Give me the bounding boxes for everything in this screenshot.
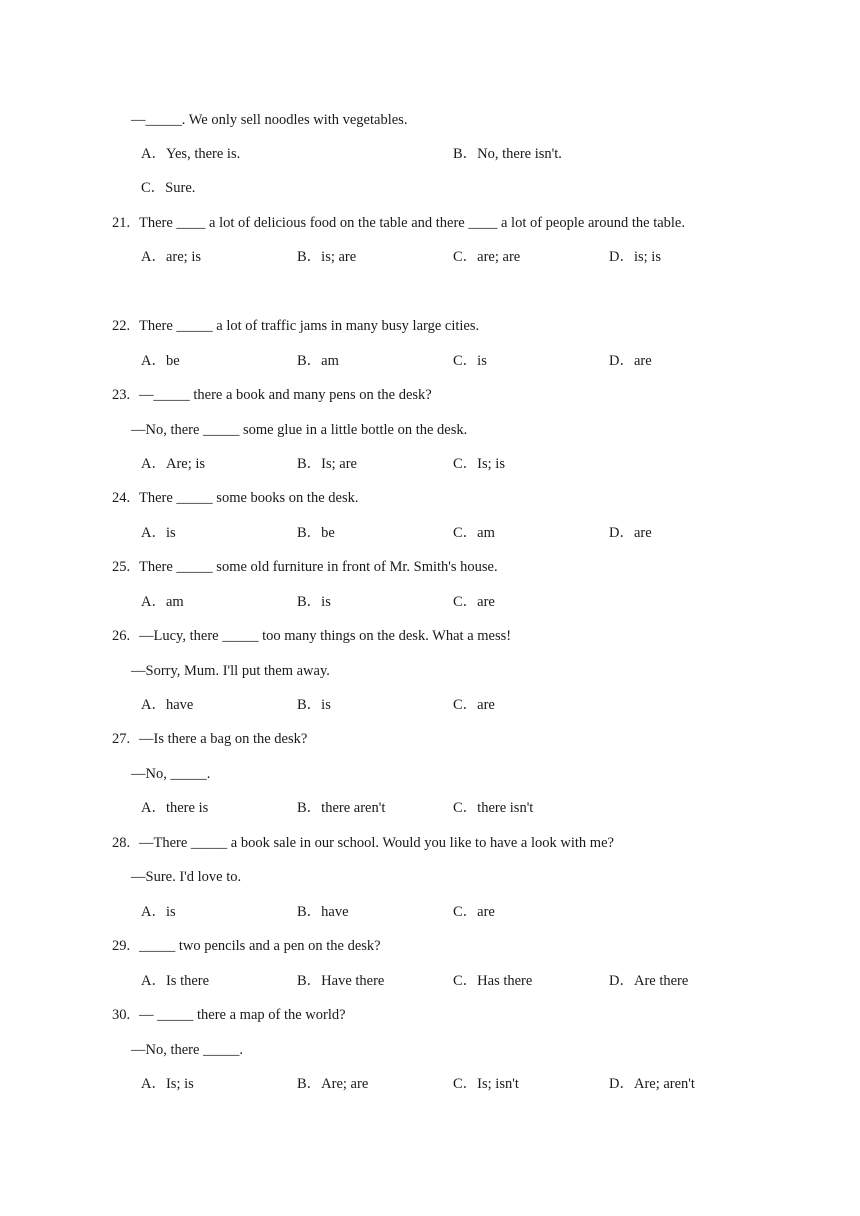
q24-text: There _____ some books on the desk. xyxy=(139,490,359,506)
q25-option-b: B．is xyxy=(297,594,331,610)
q29-option-b: B．Have there xyxy=(297,973,385,989)
q30-option-c: C．Is; isn't xyxy=(453,1076,519,1092)
q28-number: 28. xyxy=(112,835,131,851)
q24-number: 24. xyxy=(112,490,131,506)
q23-number: 23. xyxy=(112,387,131,403)
q30-option-d: D．Are; aren't xyxy=(609,1076,695,1092)
q24-option-b: B．be xyxy=(297,525,335,541)
q27-stem xyxy=(112,729,307,749)
q26-text: —Lucy, there _____ too many things on the desk. What a mess! xyxy=(139,628,512,644)
q26-number: 26. xyxy=(112,628,131,644)
q21-text: There ____ a lot of delicious food on the table and there ____ a lot of people around the table. xyxy=(139,215,685,231)
q25-stem xyxy=(112,557,498,577)
q21-stem xyxy=(112,213,685,233)
q27-dialogue-line: —No, _____. xyxy=(131,766,211,782)
q20-option-c: C．Sure. xyxy=(141,180,196,196)
q22-stem xyxy=(112,316,479,336)
q25-option-a: A．am xyxy=(141,594,184,610)
q29-number: 29. xyxy=(112,938,131,954)
q21-option-a: A．are; is xyxy=(141,249,201,265)
q30-option-a: A．Is; is xyxy=(141,1076,194,1092)
q28-stem xyxy=(112,833,614,853)
q29-stem xyxy=(112,936,381,956)
q30-dialogue-line: —No, there _____. xyxy=(131,1042,243,1058)
q30-number: 30. xyxy=(112,1007,131,1023)
q24-option-a: A．is xyxy=(141,525,176,541)
q23-text: —_____ there a book and many pens on the desk? xyxy=(139,387,432,403)
q20-option-a: A．Yes, there is. xyxy=(141,146,241,162)
q20-dialogue-line: —_____. We only sell noodles with vegetables. xyxy=(131,112,408,128)
q29-text: _____ two pencils and a pen on the desk? xyxy=(139,938,381,954)
q21-option-c: C．are; are xyxy=(453,249,521,265)
q20-option-b: B．No, there isn't. xyxy=(453,146,562,162)
q22-number: 22. xyxy=(112,318,131,334)
q22-option-d: D．are xyxy=(609,353,652,369)
q23-option-b: B．Is; are xyxy=(297,456,357,472)
q21-option-b: B．is; are xyxy=(297,249,357,265)
q28-option-c: C．are xyxy=(453,904,495,920)
q26-option-b: B．is xyxy=(297,697,331,713)
q26-dialogue-line: —Sorry, Mum. I'll put them away. xyxy=(131,663,330,679)
q24-option-c: C．am xyxy=(453,525,495,541)
q24-stem xyxy=(112,488,358,508)
q27-text: —Is there a bag on the desk? xyxy=(139,731,308,747)
q29-option-c: C．Has there xyxy=(453,973,533,989)
q25-text: There _____ some old furniture in front of Mr. Smith's house. xyxy=(139,559,498,575)
q27-option-a: A．there is xyxy=(141,800,209,816)
q27-option-b: B．there aren't xyxy=(297,800,386,816)
q22-text: There _____ a lot of traffic jams in many busy large cities. xyxy=(139,318,480,334)
q23-stem xyxy=(112,385,432,405)
q21-number: 21. xyxy=(112,215,131,231)
q21-option-d: D．is; is xyxy=(609,249,661,265)
q26-option-a: A．have xyxy=(141,697,194,713)
q29-option-d: D．Are there xyxy=(609,973,689,989)
q25-option-c: C．are xyxy=(453,594,495,610)
q26-stem xyxy=(112,626,511,646)
q28-dialogue-line: —Sure. I'd love to. xyxy=(131,869,242,885)
q27-number: 27. xyxy=(112,731,131,747)
q26-option-c: C．are xyxy=(453,697,495,713)
q30-option-b: B．Are; are xyxy=(297,1076,369,1092)
q25-number: 25. xyxy=(112,559,131,575)
q22-option-b: B．am xyxy=(297,353,339,369)
q28-option-a: A．is xyxy=(141,904,176,920)
q22-option-a: A．be xyxy=(141,353,180,369)
q30-text: — _____ there a map of the world? xyxy=(139,1007,346,1023)
q23-option-a: A．Are; is xyxy=(141,456,206,472)
q30-stem xyxy=(112,1005,346,1025)
q29-option-a: A．Is there xyxy=(141,973,210,989)
q27-option-c: C．there isn't xyxy=(453,800,534,816)
q28-option-b: B．have xyxy=(297,904,349,920)
q28-text: —There _____ a book sale in our school. Would you like to have a look with me? xyxy=(139,835,614,851)
q23-option-c: C．Is; is xyxy=(453,456,505,472)
q22-option-c: C．is xyxy=(453,353,487,369)
q23-dialogue-line: —No, there _____ some glue in a little bottle on the desk. xyxy=(131,422,468,438)
q24-option-d: D．are xyxy=(609,525,652,541)
